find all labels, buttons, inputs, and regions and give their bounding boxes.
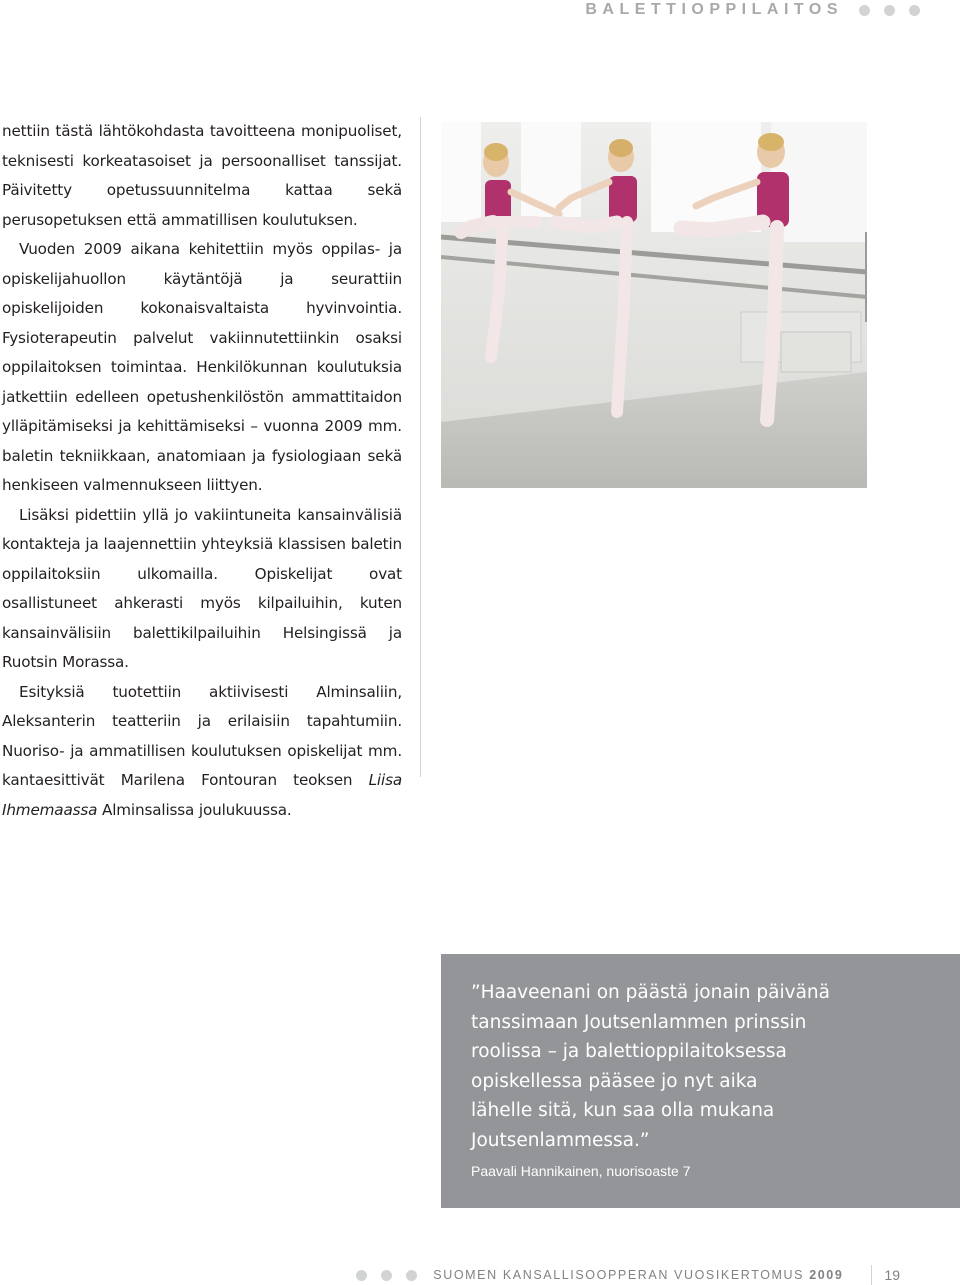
decorative-dot-icon: [356, 1270, 367, 1281]
quote-author: Paavali Hannikainen, nuorisoaste 7: [471, 1163, 691, 1179]
decorative-dot-icon: [859, 5, 870, 16]
publication-year: 2009: [809, 1268, 844, 1282]
publication-title: [433, 1268, 843, 1282]
pull-quote-text: ”Haaveenani on päästä jonain päivänä tanssimaan Joutsenlammen prinssin roolissa – ja balettioppilaitoksessa opiskellessa pääsee jo nyt aika lähelle sitä, kun saa olla mukana Joutsenlammessa.”: [471, 982, 830, 1151]
ballet-photo: [441, 122, 867, 488]
decorative-dot-icon: [406, 1270, 417, 1281]
paragraph-text: Esityksiä tuotettiin aktiivisesti Alminsaliin, Aleksanterin teatteriin ja erilaisiin tapahtumiin. Nuoriso- ja ammatillisen koulutuksen opiskelijat mm. kantaesittivät Marilena Fontouran teoksen: [2, 682, 402, 789]
page-footer: [356, 1265, 900, 1285]
work-title: Liisa Ihmemaassa: [2, 771, 402, 819]
decorative-dot-icon: [884, 5, 895, 16]
ballet-students-image: [441, 122, 867, 488]
paragraph-text: Alminsalissa joulukuussa.: [97, 800, 292, 819]
paragraph: nettiin tästä lähtökohdasta tavoitteena monipuoliset, teknisesti korkeatasoiset ja persoonalliset tanssijat. Päivitetty opetussuunnitelma kattaa sekä perusopetuksen että ammatillisen koulutuksen.: [2, 122, 402, 229]
header-dots: [859, 5, 920, 16]
pull-quote-box: [441, 954, 960, 1208]
decorative-dot-icon: [909, 5, 920, 16]
decorative-dot-icon: [381, 1270, 392, 1281]
body-text-column: [2, 117, 402, 825]
publication-name: SUOMEN KANSALLISOOPPERAN VUOSIKERTOMUS: [433, 1268, 805, 1282]
column-divider: [420, 117, 421, 777]
page-number: 19: [884, 1267, 900, 1283]
paragraph: Lisäksi pidettiin yllä jo vakiintuneita kansainvälisiä kontakteja ja laajennettiin yhteyksiä klassisen baletin oppilaitoksiin ulkomailla. Opiskelijat ovat osallistuneet ahkerasti myös kilpailuihin, kuten kansainvälisiin balettikilpailuihin Helsingissä ja Ruotsin Morassa.: [2, 505, 402, 671]
footer-dots: [356, 1270, 417, 1281]
page-header: [585, 0, 920, 20]
paragraph: Vuoden 2009 aikana kehitettiin myös oppilas- ja opiskelijahuollon käytäntöjä ja seurattiin opiskelijoiden kokonaisvaltaista hyvinvointia. Fysioterapeutin palvelut vakiinnutettiinkin osaksi oppilaitoksen toimintaa. Henkilökunnan koulutuksia jatkettiin edelleen opetushenkilöstön ammattitaidon ylläpitämiseksi ja kehittämiseksi – vuonna 2009 mm. baletin tekniikkaan, anatomiaan ja fysiologiaan sekä henkiseen valmennukseen liittyen.: [2, 240, 402, 494]
section-title: BALETTIOPPILAITOS: [585, 1, 843, 18]
footer-divider: [871, 1265, 872, 1285]
paragraph: [2, 678, 402, 826]
